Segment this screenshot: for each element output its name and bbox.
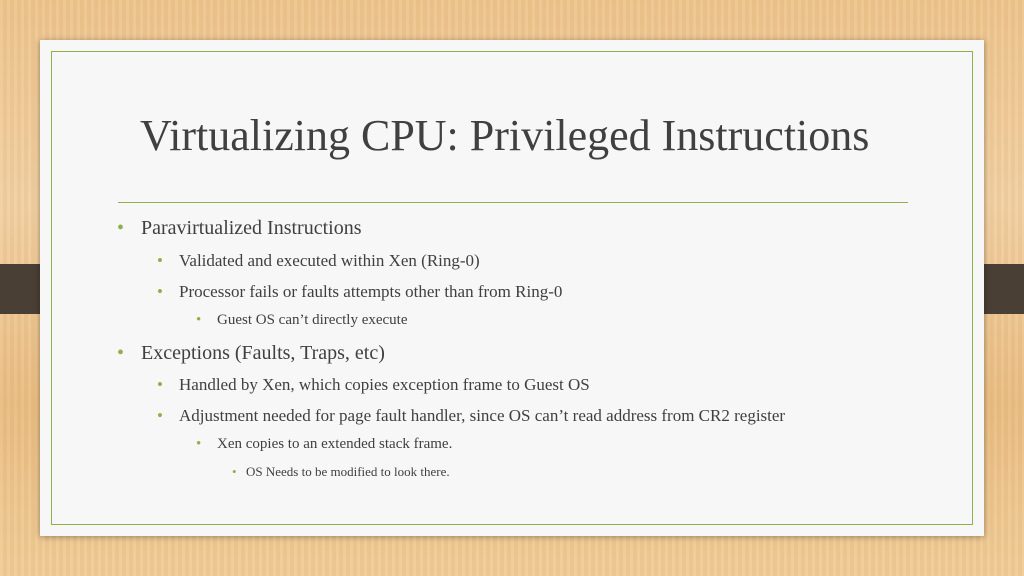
bullet-item (157, 406, 786, 426)
bullet-text: Guest OS can’t directly execute (217, 312, 408, 328)
bullet-item (117, 342, 385, 365)
bullet-text: Handled by Xen, which copies exception frame to Guest OS (179, 375, 590, 394)
bullet-item (157, 282, 563, 302)
bullet-item (157, 251, 480, 271)
bullet-text: Adjustment needed for page fault handler, since OS can’t read address from CR2 register (179, 406, 786, 425)
bullet-item (196, 312, 408, 329)
bullet-text: OS Needs to be modified to look there. (246, 464, 450, 479)
bullet-list (40, 40, 984, 536)
bullet-dot-icon: • (157, 375, 163, 394)
bullet-dot-icon: • (232, 464, 237, 479)
bullet-text: Validated and executed within Xen (Ring-0) (179, 251, 480, 270)
bullet-dot-icon: • (117, 217, 125, 239)
bullet-item (157, 375, 590, 395)
slide-title: Virtualizing CPU: Privileged Instructions (140, 111, 870, 160)
bullet-dot-icon: • (196, 436, 202, 452)
bullet-item (196, 436, 453, 453)
bullet-dot-icon: • (157, 406, 163, 425)
bullet-text: Processor fails or faults attempts other than from Ring-0 (179, 282, 563, 301)
bullet-dot-icon: • (196, 312, 202, 328)
bullet-item (117, 217, 362, 240)
bullet-dot-icon: • (157, 251, 163, 270)
bullet-dot-icon: • (157, 282, 163, 301)
bullet-text: Paravirtualized Instructions (141, 217, 362, 239)
slide-card (40, 40, 984, 536)
bullet-text: Xen copies to an extended stack frame. (217, 436, 453, 452)
bullet-item (232, 464, 450, 480)
bullet-text: Exceptions (Faults, Traps, etc) (141, 342, 385, 364)
bullet-dot-icon: • (117, 342, 125, 364)
